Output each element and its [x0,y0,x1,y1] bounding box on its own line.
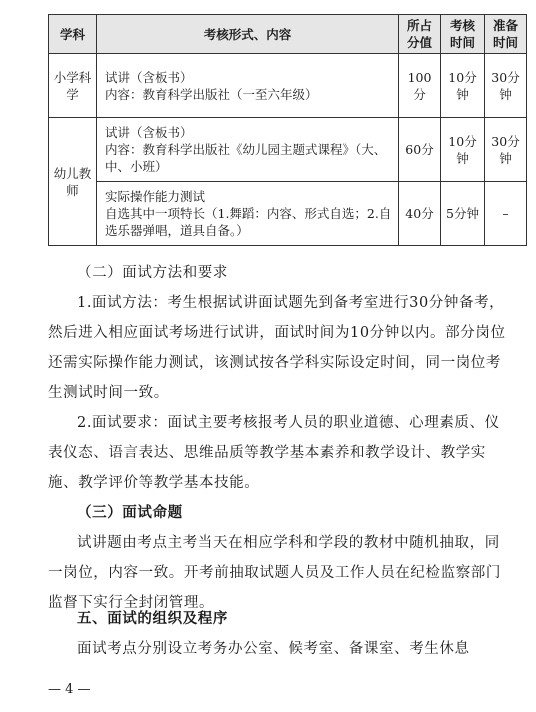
section-heading: 五、面试的组织及程序 [77,610,228,627]
subject-cell: 幼儿教师 [49,118,97,246]
table-row [49,54,527,118]
content-line: 试讲（含板书） [105,125,193,140]
prep-time-cell: 30分钟 [485,54,527,118]
prep-time-cell: – [485,182,527,246]
header-prep-time: 准备时间 [485,15,527,54]
subject-cell: 小学科学 [49,54,97,118]
header-content: 考核形式、内容 [97,15,399,54]
content-cell [97,118,399,182]
header-subject: 学科 [49,15,97,54]
paragraph-organization: 面试考点分别设立考务办公室、候考室、备课室、考生休息 [77,641,470,657]
score-cell: 40分 [399,182,441,246]
content-cell [97,182,399,246]
score-cell: 60分 [399,118,441,182]
exam-time-cell: 10分钟 [441,54,485,118]
content-cell [97,54,399,118]
table-row [49,182,527,246]
content-line: 自选其中一项特长（1.舞蹈：内容、形式自选；2.自选乐器弹唱，道具自备。） [105,206,392,238]
header-score: 所占分值 [399,15,441,54]
paragraph-interview-requirements: 2.面试要求：面试主要考核报考人员的职业道德、心理素质、仪表仪态、语言表达、思维品质等教学基本素养和教学设计、教学实施、教学评价等教学基本技能。 [48,415,500,491]
paragraph-interview-questions: 试讲题由考点主考当天在相应学科和学段的教材中随机抽取，同一岗位，内容一致。开考前抽取试题人员及工作人员在纪检监察部门监督下实行全封闭管理。 [48,535,501,611]
table-row [49,118,527,182]
page-number: — 4 — [48,682,91,697]
content-line: 内容：教育科学出版社《幼儿园主题式课程》（大、中、小班） [105,142,387,174]
content-line: 实际操作能力测试 [105,189,206,204]
score-cell: 100分 [399,54,441,118]
header-exam-time: 考核时间 [441,15,485,54]
exam-time-cell: 10分钟 [441,118,485,182]
prep-time-cell: 30分钟 [485,118,527,182]
section-heading: （三）面试命题 [77,504,183,521]
paragraph-interview-method: 1.面试方法：考生根据试讲面试题先到备考室进行30分钟备考，然后进入相应面试考场进行试讲，面试时间为10分钟以内。部分岗位还需实际操作能力测试，该测试按各学科实际设定时间，同一岗位考生测试时间一致。 [48,295,506,401]
section-heading: （二）面试方法和要求 [77,265,228,281]
exam-table [48,14,527,246]
content-line: 内容：教育科学出版社（一至六年级） [105,86,318,102]
table-header-row [49,15,527,54]
exam-time-cell: 5分钟 [441,182,485,246]
content-line: 试讲（含板书） [105,69,193,85]
